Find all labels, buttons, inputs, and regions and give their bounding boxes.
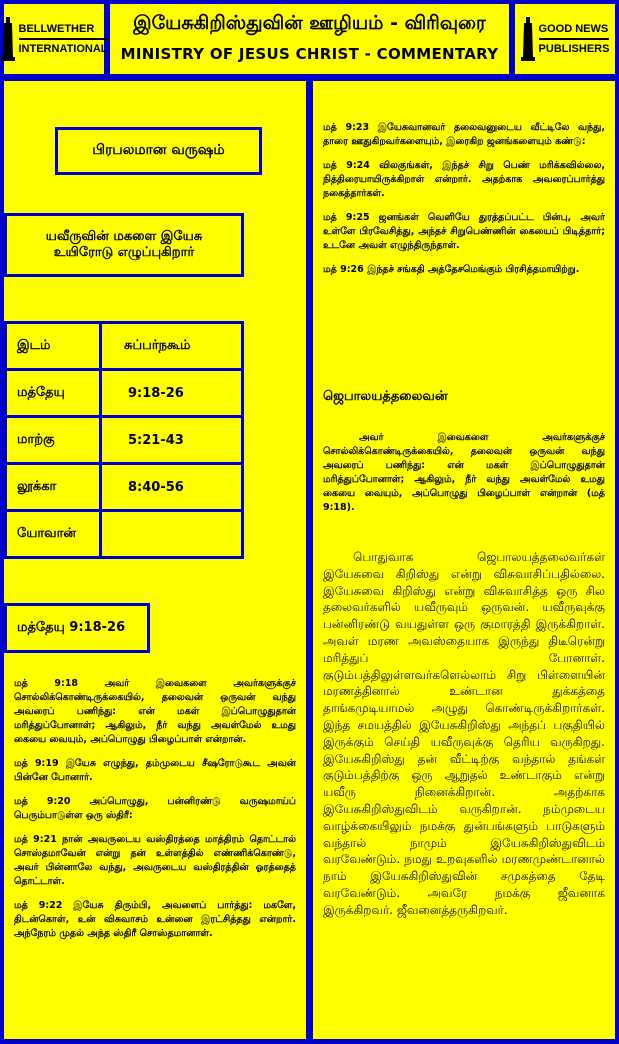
left-column (4, 81, 306, 1039)
logo-line1: BELLWETHER (18, 23, 95, 35)
header-title (110, 4, 509, 74)
verse-paragraph: மத் 9:21 நான் அவருடைய வஸ்திரத்தை மாத்திரம் தொட்டால் சொஸ்தமாவேன் என்று தன் உள்ளத்தில் எண்ணிக்கொண்டு, அவர் பின்னாலே வந்து, அவருடைய வஸ்திரத்தின் ஓரத்தைத் தொட்டாள். (14, 834, 296, 887)
commentary (323, 549, 605, 929)
tower-icon (1, 17, 15, 61)
table-cell-book: யோவான் (6, 511, 101, 558)
right-column (313, 81, 615, 1039)
section-title: பிரபலமான வருஷம் (55, 127, 262, 175)
title-tamil: இயேசுகிறிஸ்துவின் ஊழியம் - விரிவுரை (133, 12, 486, 34)
table-row (6, 417, 243, 464)
verse-paragraph: மத் 9:23 இயேசுவானவர் தலைவனுடைய வீட்டிலே வந்து, தாரை ஊதுகிறவர்களையும், இரைகிற ஜனங்களையும் கண்டு: (323, 122, 605, 147)
verse-paragraph: மத் 9:20 அப்பொழுது, பன்னிரண்டு வருஷமாய்ப் பெரும்பாடுள்ள ஒரு ஸ்திரீ: (14, 796, 296, 821)
verse-paragraph: மத் 9:18 அவர் இவைகளை அவர்களுக்குச் சொல்லிக்கொண்டிருக்கையில், தலைவன் ஒருவன் வந்து அவரைப் பணிந்து: என் மகள் இப்பொழுதுதான் மரித்துப்போனாள்; ஆகிலும், நீர் வந்து அவள்மேல் உமது கையை வையும், அப்பொழுது பிழைப்பாள் என்றான். (14, 678, 296, 745)
commentary-body: பொதுவாக ஜெபாலயத்தலைவர்கள் இயேசுவை கிறிஸ்து என்று விசுவாசிப்பதில்லை. இயேசுவை கிறிஸ்து என்று விசுவாசித்த ஒரு சில தலைவர்களில் யவீருவும் ஒருவன். யவீருவுக்கு பன்னிரண்டு வயதுள்ள ஒரு குமாரத்தி இருக்கிறாள். அவள் மரண அவஸ்தையாக இருந்து திடீரென்று மரித்துப் போனாள். குடும்பத்திலுள்ளவர்களெல்லாம் சிறு பிள்ளையின் மரணத்தினால் உண்டான துக்கத்தை தாங்கமுடியாமல் அழுது கொண்டிருக்கிறார்கள். இந்த சமயத்தில் இயேசுகிறிஸ்து அந்தப் பகுதியில் இருக்கும் செய்தி யவீருவுக்கு தெரிய வருகிறது. இயேசுகிறிஸ்து தன் வீட்டிற்கு வந்தால் தங்கள் குடும்பத்திற்கு ஒரு ஆறுதல் உண்டாகும் என்று யவீரு நினைக்கிறான். அதற்காக இயேசுகிறிஸ்துவிடம் வருகிறான். நம்முடைய வாழ்க்கையிலும் நமக்கு துன்பங்களும் பாடுகளும் வந்தால் நாமும் இயேசுகிறிஸ்துவிடம் வரவேண்டும். நமது உறவுகளில் மரணமுண்டானால் நாம் இயேசுகிறிஸ்துவின் சமுகத்தை தேடி வரவேண்டும். அவரே நமக்கு ஜீவனாக இருக்கிறவர். ஜீவனைத்தருகிறவர். (323, 550, 605, 917)
passage-ref: மத்தேயு 9:18-26 (4, 603, 150, 653)
verse-paragraph: மத் 9:24 விலகுங்கள், இந்தச் சிறு பெண் மரிக்கவில்லை, நித்திரையாயிருக்கிறாள் என்றார். அதற்காக அவரைப்பார்த்து நகைத்தார்கள். (323, 160, 605, 199)
tower-icon (521, 17, 535, 61)
table-cell-ref: 8:40-56 (101, 464, 243, 511)
table-cell-ref (101, 511, 243, 558)
table-header-place: இடம் (6, 323, 101, 370)
gospel-table (4, 321, 244, 559)
table-cell-book: மத்தேயு (6, 370, 101, 417)
logo-line2: INTERNATIONAL (18, 43, 108, 55)
table-header-row (6, 323, 243, 370)
verse-paragraph: மத் 9:22 இயேசு திரும்பி, அவளைப் பார்த்து: மகளே, திடன்கொள், உன் விசுவாசம் உன்னை இரட்சித்தது என்றார். அந்நேரம் முதல் அந்த ஸ்திரீ சொஸ்தமானாள். (14, 900, 296, 939)
bellwether-logo (4, 4, 108, 74)
logo-line1: GOOD NEWS (538, 23, 609, 35)
verse-paragraph: மத் 9:25 ஜனங்கள் வெளியே துரத்தப்பட்ட பின்பு, அவர் உள்ளே பிரவேசித்து, அந்தச் சிறுபெண்ணின் கையைப் பிடித்தார்; உடனே அவள் எழுந்திருந்தாள். (323, 212, 605, 251)
subtitle: யவீருவின் மகளை இயேசு உயிரோடு எழுப்புகிறார் (4, 213, 244, 277)
table-row (6, 370, 243, 417)
left-verses (14, 677, 296, 951)
table-cell-book: லூக்கா (6, 464, 101, 511)
good-news-logo (515, 4, 615, 74)
logo-line2: PUBLISHERS (538, 43, 610, 55)
verse-paragraph: மத் 9:26 இந்தச் சங்கதி அத்தேசமெங்கும் பிரசித்தமாயிற்று. (323, 264, 580, 275)
title-english: MINISTRY OF JESUS CHRIST - COMMENTARY (120, 45, 499, 63)
right-verses (323, 121, 605, 287)
table-row (6, 511, 243, 558)
verse-paragraph: மத் 9:19 இயேசு எழுந்து, தம்முடைய சீஷரோடுகூட அவன் பின்னே போனார். (14, 758, 296, 783)
table-cell-ref: 5:21-43 (101, 417, 243, 464)
section-heading: ஜெபாலயத்தலைவன் (323, 389, 448, 404)
table-cell-ref: 9:18-26 (101, 370, 243, 417)
table-header-ref: சுப்பர்நகூம் (101, 323, 243, 370)
table-cell-book: மாற்கு (6, 417, 101, 464)
quote-paragraph: அவர் இவைகளை அவர்களுக்குச் சொல்லிக்கொண்டிருக்கையில், தலைவன் ஒருவன் வந்து அவரைப் பணிந்து: என் மகள் இப்பொழுதுதான் மரித்துப்போனாள்; ஆகிலும், நீர் வந்து அவள்மேல் உமது கையை வையும், அப்பொழுது பிழைப்பாள் என்றான் (மத் 9:18). (323, 432, 605, 513)
table-row (6, 464, 243, 511)
